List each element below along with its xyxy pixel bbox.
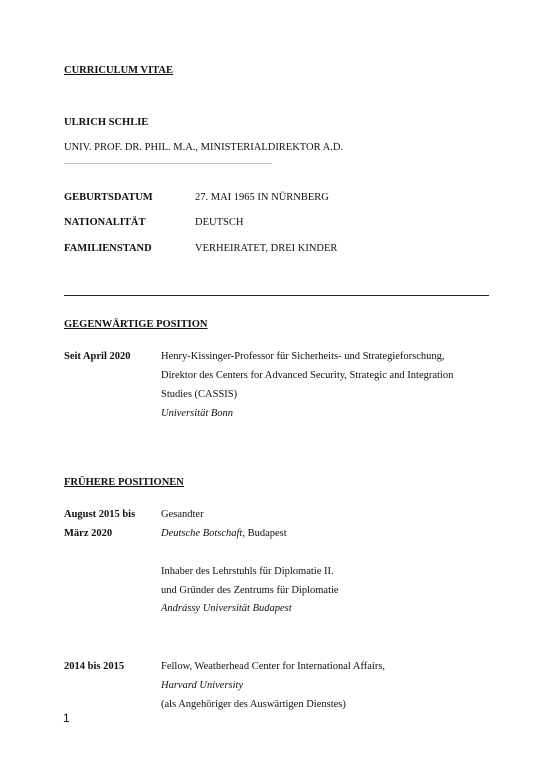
current-line-1: Henry-Kissinger-Professor für Sicherheits- und Strategieforschung, xyxy=(161,351,445,362)
current-date: Seit April 2020 xyxy=(64,351,131,362)
heading-current-position: GEGENWÄRTIGE POSITION xyxy=(64,319,208,330)
heading-previous-positions: FRÜHERE POSITIONEN xyxy=(64,477,184,488)
entry-1-date-start: August 2015 bis xyxy=(64,509,136,520)
entry-1-institution xyxy=(161,527,287,541)
entry-2-note: (als Angehöriger des Auswärtigen Dienstes) xyxy=(161,699,346,710)
entry-1-institution-city: , Budapest xyxy=(242,528,287,539)
entry-1-institution-2: Andrássy Universität Budapest xyxy=(161,603,292,614)
current-line-3: Studies (CASSIS) xyxy=(161,389,238,400)
entry-1-institution-name: Deutsche Botschaft xyxy=(161,528,243,539)
entry-1-role2-line-2: und Gründer des Zentrums für Diplomatie xyxy=(161,585,339,596)
cv-title: CURRICULUM VITAE xyxy=(64,65,173,76)
value-nationality: DEUTSCH xyxy=(195,217,244,228)
current-line-2: Direktor des Centers for Advanced Security, Strategic and Integration xyxy=(161,370,454,381)
entry-1-date-end: März 2020 xyxy=(64,528,113,539)
divider-thick xyxy=(64,295,489,296)
value-family-status: VERHEIRATET, DREI KINDER xyxy=(195,243,338,254)
label-birthdate: GEBURTSDATUM xyxy=(64,192,153,203)
entry-1-role: Gesandter xyxy=(161,509,204,520)
divider-thin xyxy=(64,163,272,164)
label-family-status: FAMILIENSTAND xyxy=(64,243,152,254)
person-titles: UNIV. PROF. DR. PHIL. M.A., MINISTERIALDIREKTOR A.D. xyxy=(64,142,344,153)
entry-2-institution: Harvard University xyxy=(161,680,244,691)
value-birthdate: 27. MAI 1965 IN NÜRNBERG xyxy=(195,192,329,203)
entry-1-role2-line-1: Inhaber des Lehrstuhls für Diplomatie II. xyxy=(161,566,334,577)
label-nationality: NATIONALITÄT xyxy=(64,217,146,228)
current-institution: Universität Bonn xyxy=(161,408,234,419)
person-name: ULRICH SCHLIE xyxy=(64,117,149,128)
page-number: 1 xyxy=(63,711,70,725)
entry-2-date: 2014 bis 2015 xyxy=(64,661,125,672)
entry-2-role: Fellow, Weatherhead Center for International Affairs, xyxy=(161,661,386,672)
